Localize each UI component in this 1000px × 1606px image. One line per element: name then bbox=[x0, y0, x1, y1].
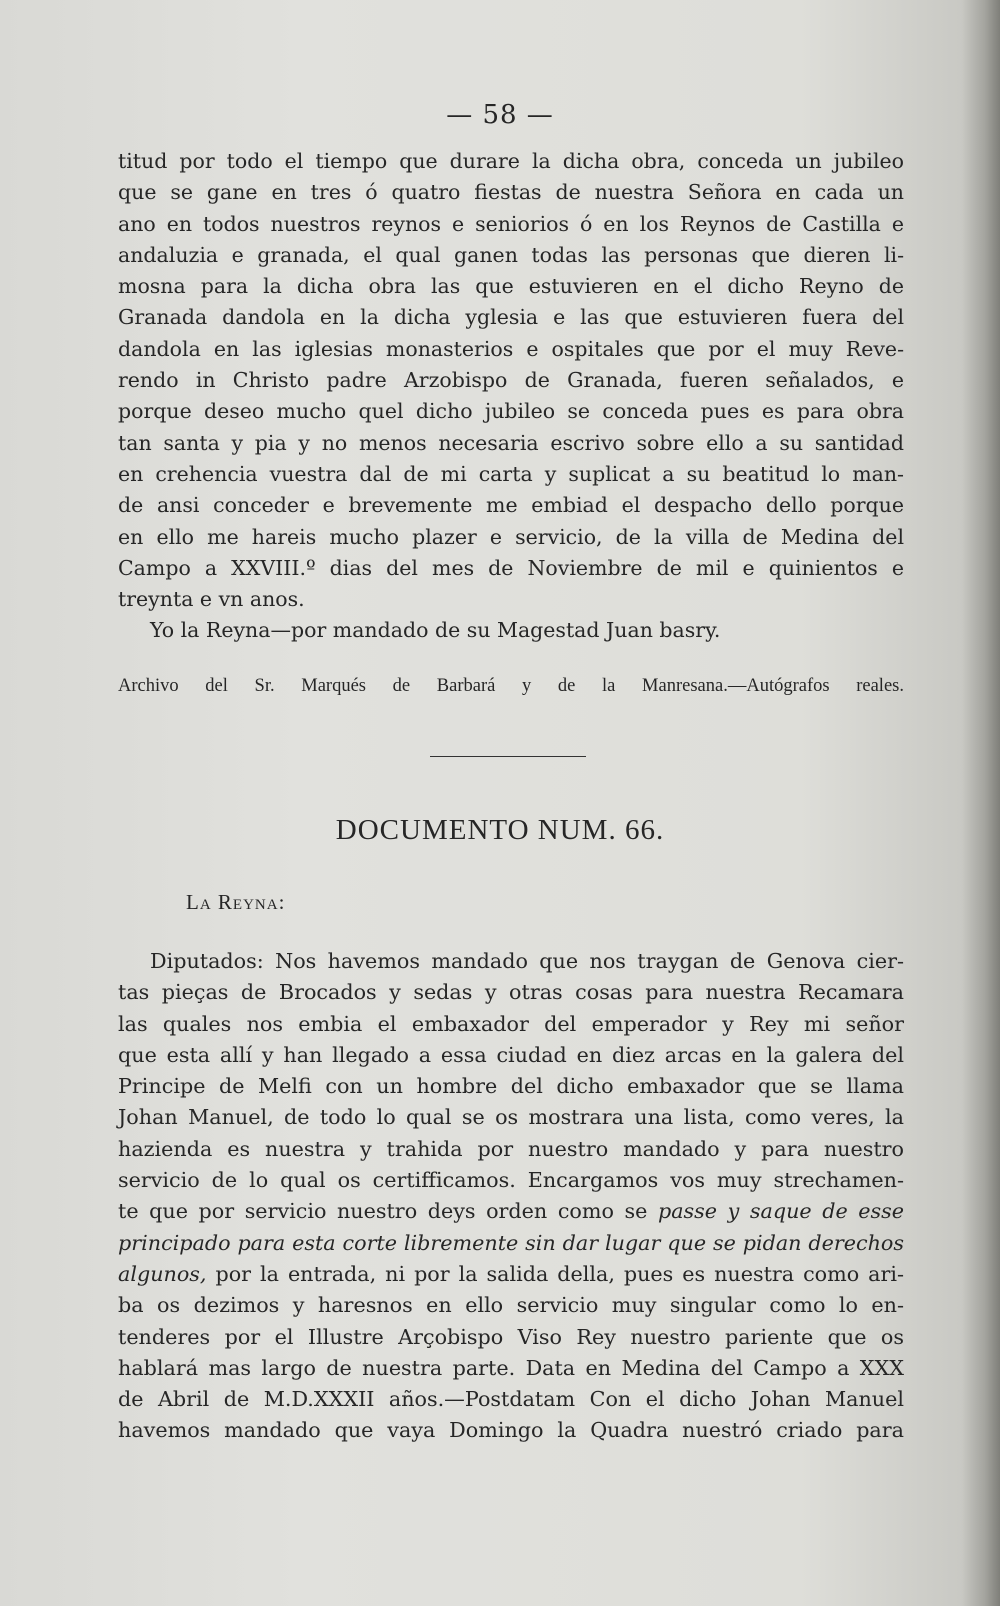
page-number: — 58 — bbox=[446, 100, 554, 130]
text-line: de Abril de M.D.XXXII años.—Postdatam Con el dicho Johan Manuel bbox=[118, 1387, 904, 1412]
section-divider bbox=[430, 756, 586, 757]
text-line: las quales nos embia el embaxador del emperador y Rey mi señor bbox=[118, 1011, 904, 1036]
letter-body-2 bbox=[118, 946, 904, 1447]
text-line: en ello me hareis mucho plazer e servicio, de la villa de Medina del bbox=[118, 524, 904, 549]
letter-body-1 bbox=[118, 146, 904, 647]
text-line: que esta allí y han llegado a essa ciudad en diez arcas en la galera del bbox=[118, 1042, 904, 1067]
text-line: treynta e vn anos. bbox=[118, 587, 305, 612]
text-line-italic bbox=[118, 1228, 904, 1259]
text-line: rendo in Christo padre Arzobispo de Granada, fueren señalados, e bbox=[118, 368, 904, 393]
text-line: Johan Manuel, de todo lo qual se os mostrara una lista, como veres, la bbox=[118, 1105, 904, 1130]
text-line: de ansi conceder e brevemente me embiad el despacho dello porque bbox=[118, 493, 904, 518]
text-segment: te que por servicio nuestro deys orden como se bbox=[118, 1199, 648, 1224]
text-line-mixed bbox=[118, 1259, 904, 1290]
signature-line: Yo la Reyna—por mandado de su Magestad Juan basry. bbox=[150, 618, 721, 643]
text-line: Campo a XXVIII.º dias del mes de Noviembre de mil e quinientos e bbox=[118, 555, 904, 580]
italic-segment: principado para esta corte libremente sin dar lugar que se pidan derechos bbox=[118, 1230, 904, 1255]
text-line: que se gane en tres ó quatro fiestas de nuestra Señora en cada un bbox=[118, 180, 904, 205]
text-line: Granada dandola en la dicha yglesia e las que estuvieren fuera del bbox=[118, 305, 904, 330]
text-line: hablará mas largo de nuestra parte. Data en Medina del Campo a XXX bbox=[118, 1355, 904, 1380]
text-segment: por la entrada, ni por la salida della, pues es nuestra como ari- bbox=[215, 1261, 904, 1286]
text-line: tas pieças de Brocados y sedas y otras cosas para nuestra Recamara bbox=[118, 980, 904, 1005]
document-title: DOCUMENTO NUM. 66. bbox=[335, 814, 665, 846]
text-line-mixed bbox=[118, 1196, 904, 1227]
text-line: servicio de lo qual os certifficamos. Encargamos vos muy strechamen- bbox=[118, 1168, 904, 1193]
archive-note: Archivo del Sr. Marqués de Barbará y de la Manresana.—Autógrafos reales. bbox=[118, 676, 904, 696]
text-line: porque deseo mucho quel dicho jubileo se conceda pues es para obra bbox=[118, 399, 904, 424]
italic-segment: passe y saque de esse bbox=[657, 1199, 905, 1224]
text-line: ano en todos nuestros reynos e seniorios ó en los Reynos de Castilla e bbox=[118, 211, 904, 236]
text-line: Principe de Melfi con un hombre del dicho embaxador que se llama bbox=[118, 1074, 904, 1099]
text-line: andaluzia e granada, el qual ganen todas las personas que dieren li- bbox=[118, 242, 904, 267]
text-line: hazienda es nuestra y trahida por nuestro mandado y para nuestro bbox=[118, 1136, 904, 1161]
page-edge-shadow bbox=[962, 0, 1000, 1606]
text-line: mosna para la dicha obra las que estuvieren en el dicho Reyno de bbox=[118, 274, 904, 299]
text-line: tan santa y pia y no menos necesaria escrivo sobre ello a su santidad bbox=[118, 430, 904, 455]
text-line: en crehencia vuestra dal de mi carta y suplicat a su beatitud lo man- bbox=[118, 461, 904, 486]
italic-segment: algunos, bbox=[118, 1261, 207, 1286]
text-line: tenderes por el Illustre Arçobispo Viso Rey nuestro pariente que os bbox=[118, 1324, 904, 1349]
text-line: Diputados: Nos havemos mandado que nos traygan de Genova cier- bbox=[150, 949, 904, 973]
text-line: dandola en las iglesias monasterios e ospitales que por el muy Reve- bbox=[118, 336, 904, 361]
text-line: titud por todo el tiempo que durare la dicha obra, conceda un jubileo bbox=[118, 149, 904, 173]
addressee: La Reyna: bbox=[186, 890, 286, 914]
text-line: ba os dezimos y haresnos en ello servicio muy singular como lo en- bbox=[118, 1293, 904, 1318]
text-line: havemos mandado que vaya Domingo la Quadra nuestró criado para bbox=[118, 1418, 904, 1443]
